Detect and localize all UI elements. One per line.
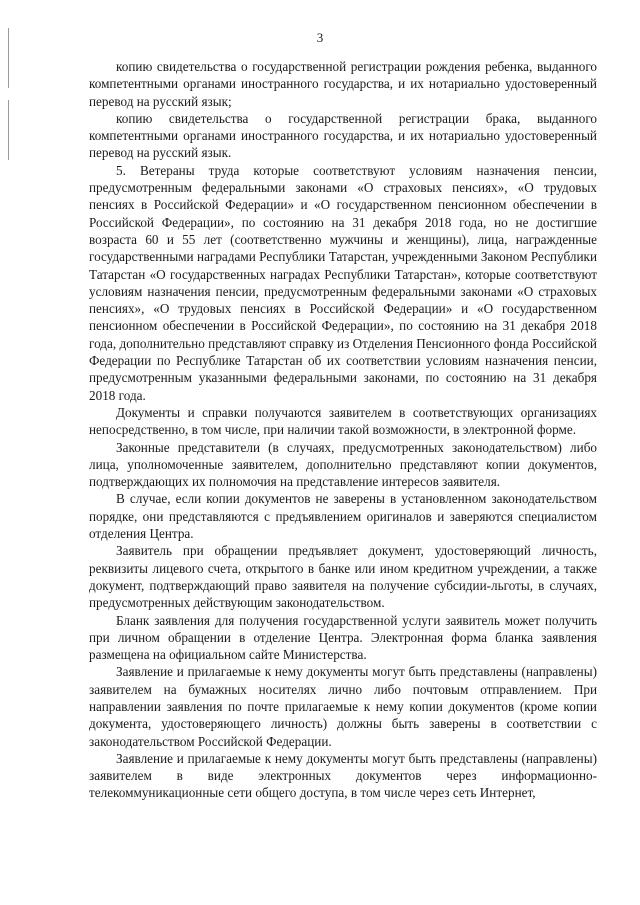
paragraph: Заявление и прилагаемые к нему документы могут быть представлены (направлены) заявителем в виде электронных документов через информационно-телекоммуникационные сети общего доступа, в том числе через сеть Интернет, <box>89 750 597 801</box>
paragraph: 5. Ветераны труда которые соответствуют условиям назначения пенсии, предусмотренным федеральными законами «О страховых пенсиях», «О трудовых пенсиях в Российской Федерации» и «О государственном пенсионном обеспечении в Российской Федерации», по состоянию на 31 декабря 2018 года, но не достигшие возраста 60 и 55 лет (соответственно мужчины и женщины), лица, награжденные государственными наградами Республики Татарстан, учрежденными Законом Республики Татарстан «О государственных наградах Республики Татарстан», которые соответствуют условиям назначения пенсии, предусмотренным федеральными законами «О страховых пенсиях», «О трудовых пенсиях в Российской Федерации» и «О государственном пенсионном обеспечении в Российской Федерации», по состоянию на 31 декабря 2018 года, дополнительно представляют справку из Отделения Пенсионного фонда Российской Федерации по Республике Татарстан об их соответствии условиям назначения пенсии, предусмотренным указанными федеральными законами, по состоянию на 31 декабря 2018 года. <box>89 162 597 403</box>
paragraph: В случае, если копии документов не заверены в установленном законодательством порядке, они представляются с предъявлением оригиналов и заверяются специалистом отделения Центра. <box>89 491 597 542</box>
paragraph: копию свидетельства о государственной регистрации брака, выданного компетентными органами иностранного государства, и их нотариально удостоверенный перевод на русский язык. <box>89 110 597 161</box>
page-number: 3 <box>316 30 324 45</box>
paragraph: Заявитель при обращении предъявляет документ, удостоверяющий личность, реквизиты лицевого счета, открытого в банке или ином кредитном учреждении, а также документ, подтверждающий право заявителя на получение субсидии-льготы, в случаях, предусмотренных действующим законодательством. <box>89 543 597 611</box>
paragraph: Бланк заявления для получения государственной услуги заявитель может получить при личном обращении в отделение Центра. Электронная форма бланка заявления размещена на официальном сайте Министерства. <box>89 612 597 663</box>
paragraph: Законные представители (в случаях, предусмотренных законодательством) либо лица, уполномоченные заявителем, дополнительно представляют копии документов, подтверждающих их полномочия на представление интересов заявителя. <box>89 439 597 490</box>
left-margin-mark <box>8 28 9 88</box>
document-body <box>89 58 597 802</box>
left-margin-mark <box>8 100 9 160</box>
paragraph: копию свидетельства о государственной регистрации рождения ребенка, выданного компетентными органами иностранного государства, и их нотариально удостоверенный перевод на русский язык; <box>89 59 597 109</box>
paragraph: Заявление и прилагаемые к нему документы могут быть представлены (направлены) заявителем на бумажных носителях лично либо почтовым отправлением. При направлении заявления по почте прилагаемые к нему копии документов (кроме копии документа, удостоверяющего личность) должны быть заверены в соответствии с законодательством Российской Федерации. <box>89 664 597 749</box>
paragraph: Документы и справки получаются заявителем в соответствующих организациях непосредственно, в том числе, при наличии такой возможности, в электронной форме. <box>89 404 597 438</box>
